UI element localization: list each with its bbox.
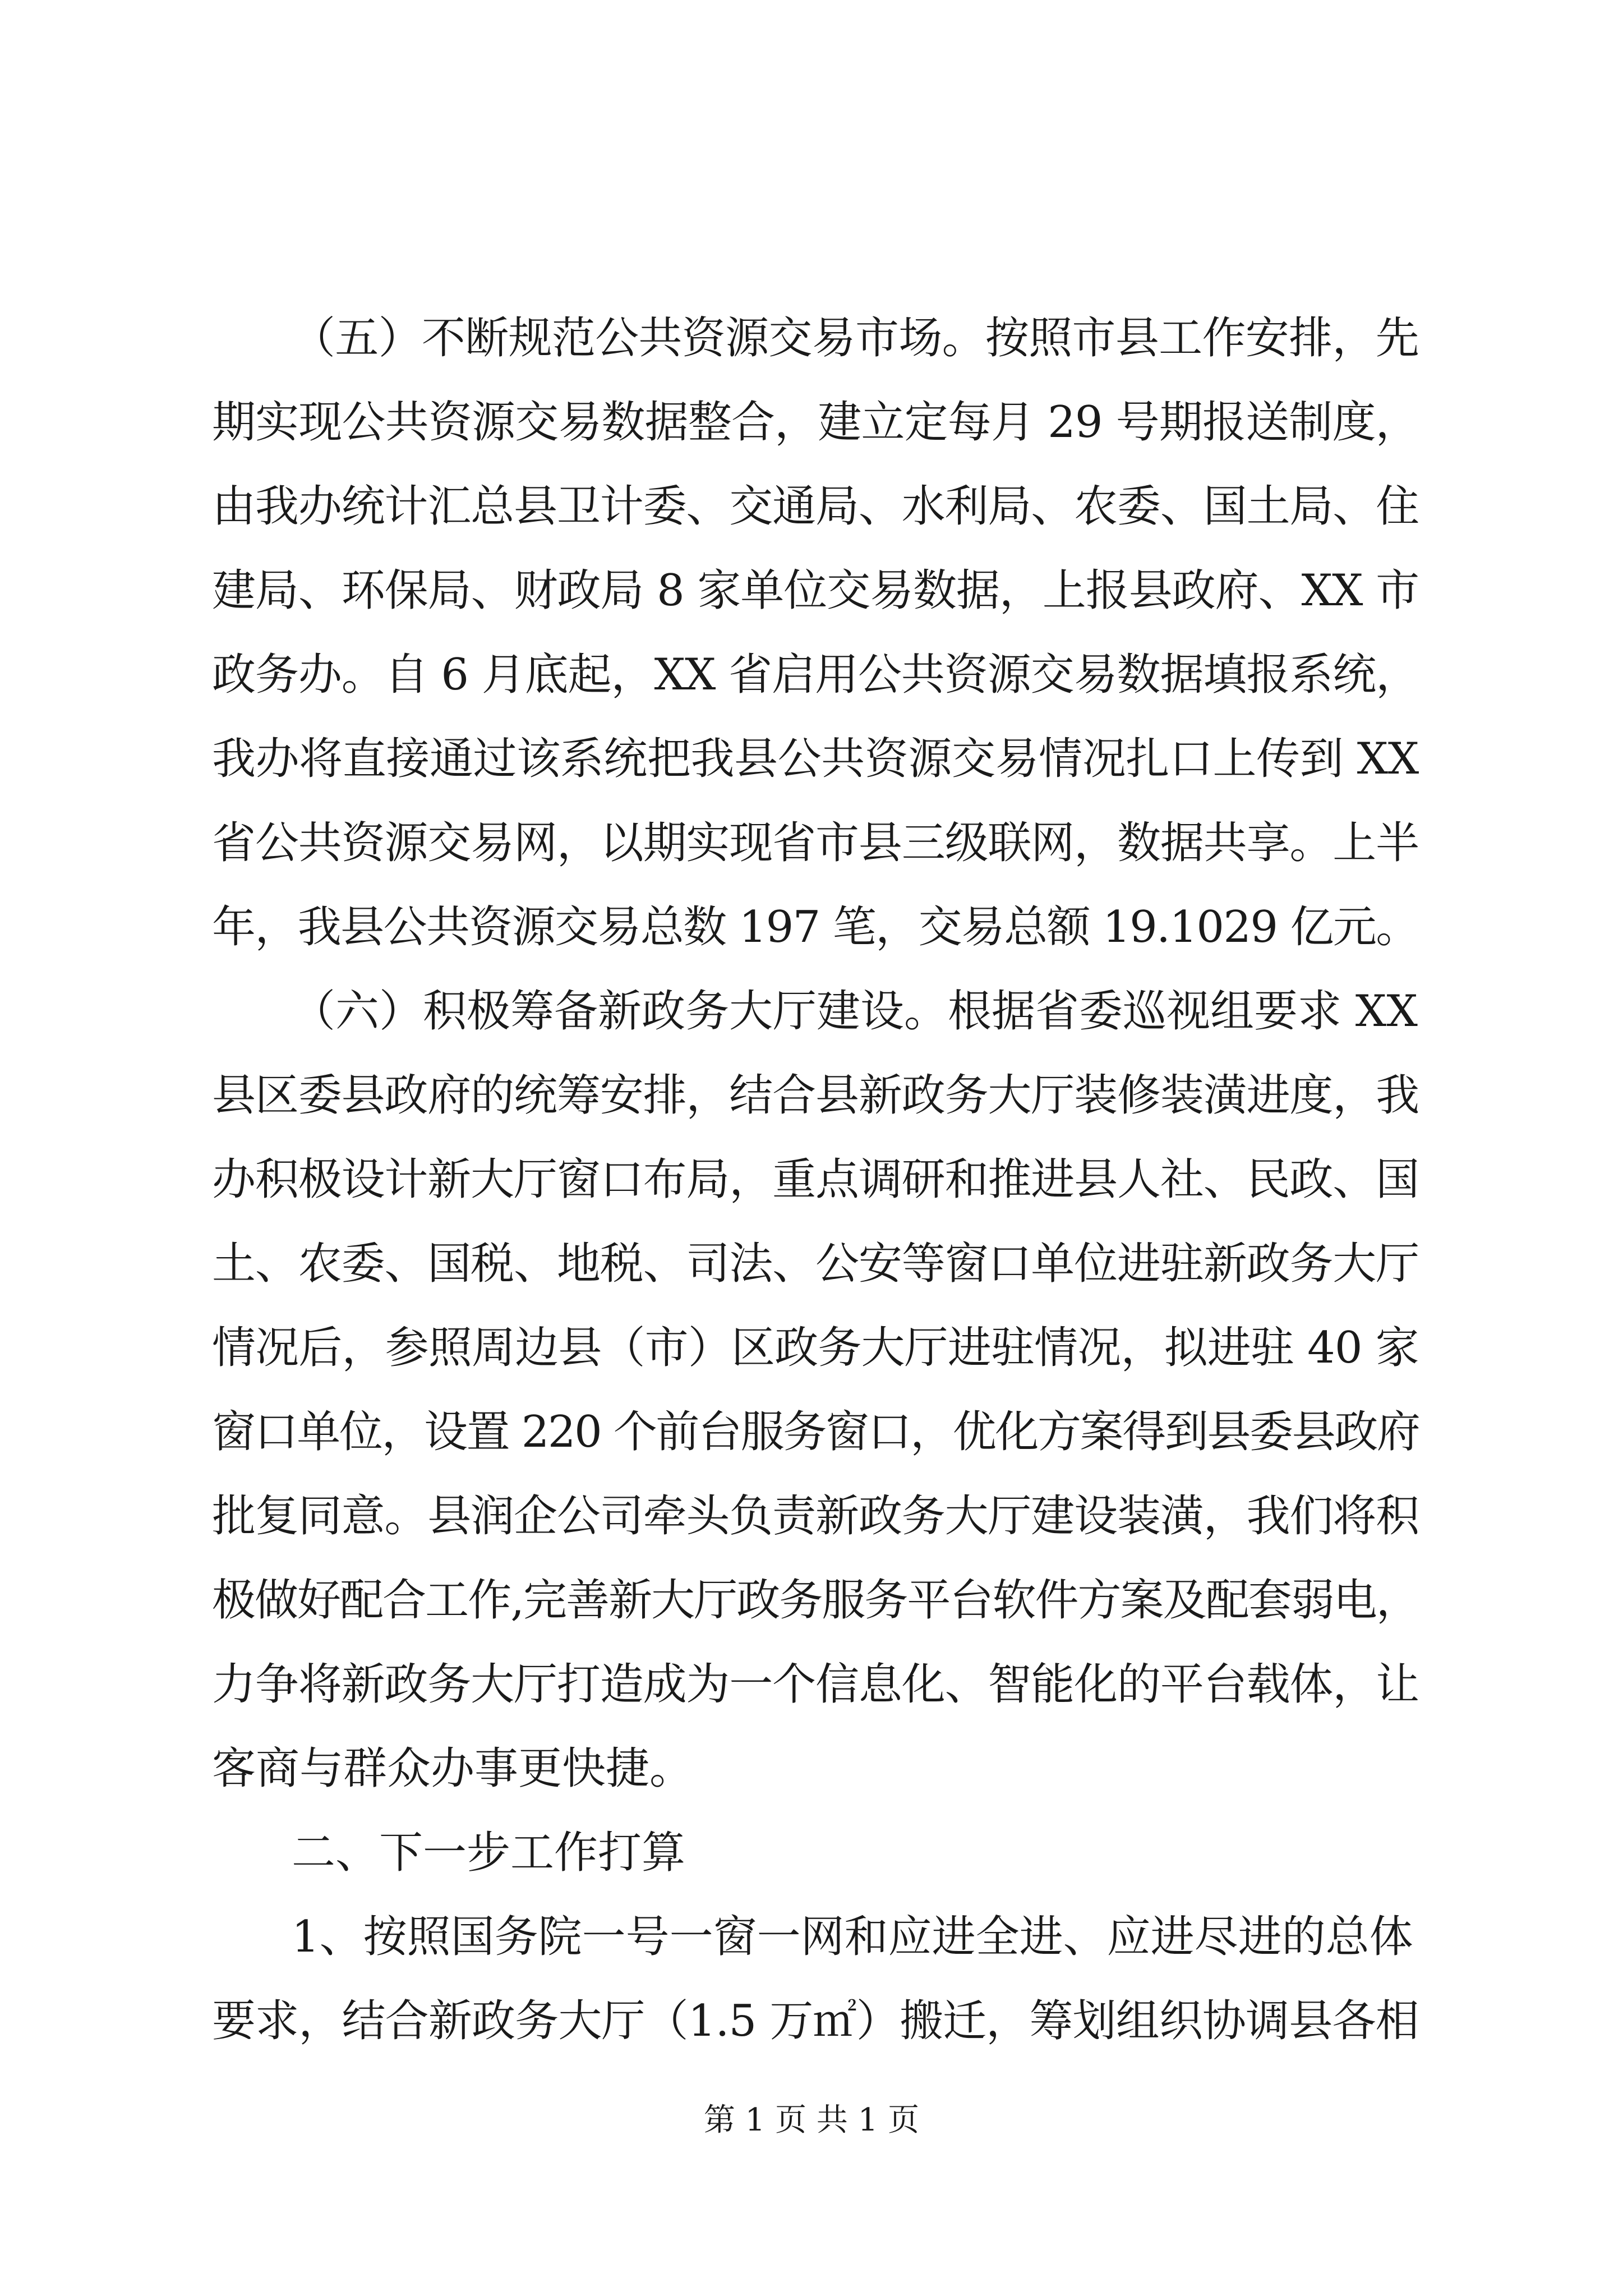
text-line: 年，我县公共资源交易总数 197 笔，交易总额 19.1029 亿元。	[212, 902, 1419, 953]
text-line: 县区委县政府的统筹安排，结合县新政务大厅装修装潢进度，我	[212, 1070, 1419, 1121]
text-line: 批复同意。县润企公司牵头负责新政务大厅建设装潢，我们将积	[212, 1491, 1419, 1542]
text-line: 情况后，参照周边县（市）区政务大厅进驻情况，拟进驻 40 家	[212, 1323, 1419, 1373]
page-footer: 第 1 页 共 1 页	[703, 2102, 920, 2138]
text-line: 我办将直接通过该系统把我县公共资源交易情况扎口上传到 XX	[212, 734, 1419, 784]
text-line: 政务办。自 6 月底起，XX 省启用公共资源交易数据填报系统，	[212, 650, 1419, 700]
text-line: 期实现公共资源交易数据整合，建立定每月 29 号期报送制度，	[212, 397, 1419, 448]
text-line: 极做好配合工作,完善新大厅政务服务平台软件方案及配套弱电，	[212, 1575, 1419, 1626]
text-line: 窗口单位，设置 220 个前台服务窗口，优化方案得到县委县政府	[212, 1407, 1419, 1457]
text-line: 1、按照国务院一号一窗一网和应进全进、应进尽进的总体	[292, 1912, 1413, 1962]
text-line: （六）积极筹备新政务大厅建设。根据省委巡视组要求 XX	[292, 986, 1418, 1037]
text-line: 建局、环保局、财政局 8 家单位交易数据，上报县政府、XX 市	[212, 565, 1419, 616]
text-line: 省公共资源交易网，以期实现省市县三级联网，数据共享。上半	[212, 818, 1419, 868]
text-line: 力争将新政务大厅打造成为一个信息化、智能化的平台载体，让	[212, 1659, 1419, 1710]
text-line: 由我办统计汇总县卫计委、交通局、水利局、农委、国土局、住	[212, 481, 1419, 532]
section-heading: 二、下一步工作打算	[292, 1828, 686, 1878]
text-line: 要求，结合新政务大厅（1.5 万㎡）搬迁，筹划组织协调县各相	[212, 1996, 1419, 2046]
text-line: （五）不断规范公共资源交易市场。按照市县工作安排，先	[292, 313, 1419, 364]
text-line: 客商与群众办事更快捷。	[212, 1743, 694, 1794]
text-line: 土、农委、国税、地税、司法、公安等窗口单位进驻新政务大厅	[212, 1239, 1419, 1289]
text-line: 办积极设计新大厅窗口布局，重点调研和推进县人社、民政、国	[212, 1154, 1419, 1205]
